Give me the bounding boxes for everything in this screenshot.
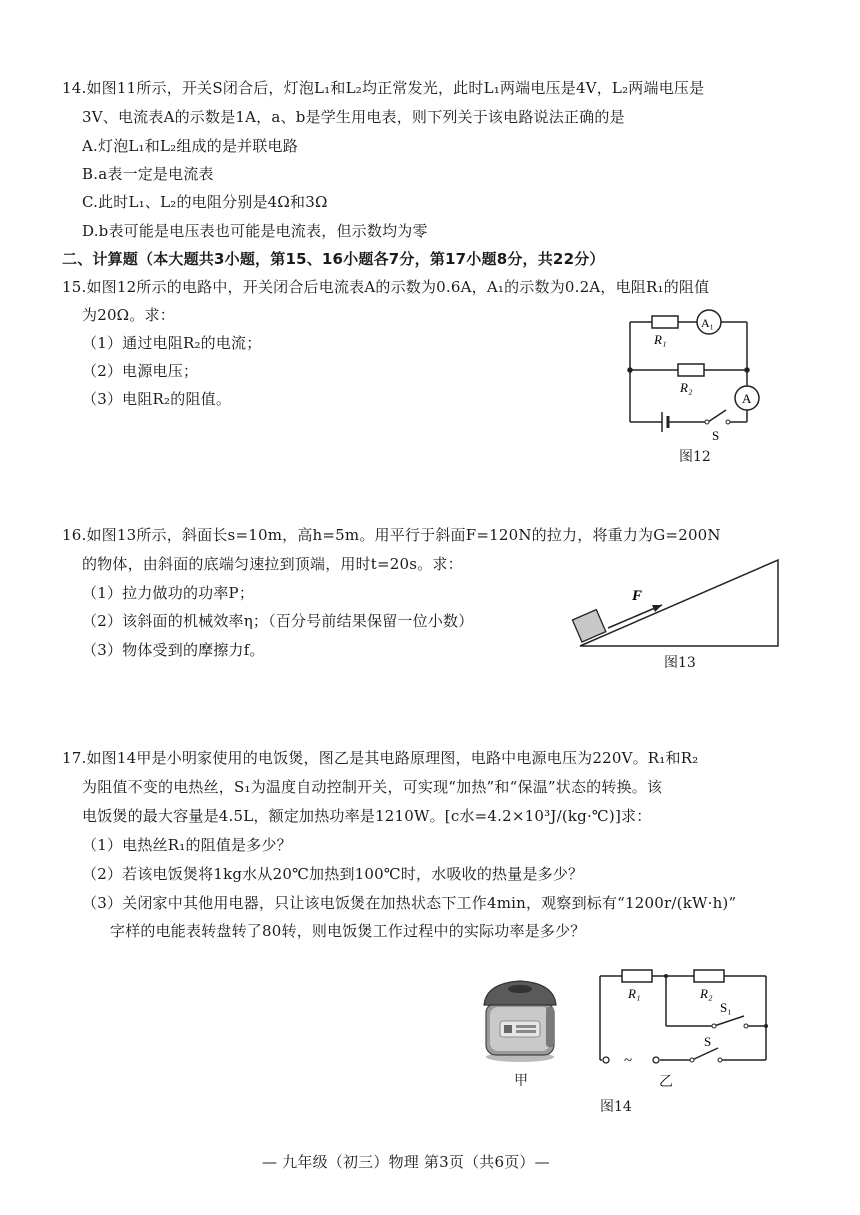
q17-part1: （1）电热丝R₁的阻值是多少？ <box>82 836 292 854</box>
fig12-r2-label: R₂ <box>680 380 693 395</box>
q17-stem-line2: 为阻值不变的电热丝，S₁为温度自动控制开关，可实现“加热”和“保温”状态的转换。该 <box>82 778 663 796</box>
fig14-ac-source-label: ~ <box>624 1053 633 1069</box>
q17-stem-line3: 电饭煲的最大容量是4.5L，额定加热功率是1210W。[c水=4.2×10³J/(kg·℃)]求： <box>82 807 652 825</box>
fig14-r1-label: R₁ <box>628 986 641 1001</box>
q15-stem-line2: 为20Ω。求： <box>82 306 175 324</box>
q15-part2: （2）电源电压； <box>82 362 199 380</box>
q16-stem-line2: 的物体，由斜面的底端匀速拉到顶端，用时t=20s。求： <box>82 555 463 573</box>
q14-option-a: A.灯泡L₁和L₂组成的是并联电路 <box>82 137 298 155</box>
q17-stem-line1: 17.如图14甲是小明家使用的电饭煲，图乙是其电路原理图，电路中电源电压为220V。R₁和R₂ <box>62 749 699 767</box>
fig12-switch-label: S <box>712 428 720 443</box>
figure-14-caption: 图14 <box>600 1099 632 1115</box>
fig12-ammeter-a-label: A <box>742 391 752 406</box>
figure-13-incline <box>570 556 785 652</box>
q16-part1: （1）拉力做功的功率P； <box>82 584 255 602</box>
q14-option-b: B.a表一定是电流表 <box>82 165 214 183</box>
fig14-s1-label: S₁ <box>720 1000 732 1015</box>
rice-cooker-image <box>476 975 566 1065</box>
fig14-s-label: S <box>704 1034 712 1049</box>
q15-part1: （1）通过电阻R₂的电流； <box>82 334 262 352</box>
q14-option-c: C.此时L₁、L₂的电阻分别是4Ω和3Ω <box>82 193 328 211</box>
figure-14-label-jia: 甲 <box>514 1073 528 1089</box>
fig12-r1-label: R₁ <box>654 332 667 347</box>
q15-part3: （3）电阻R₂的阻值。 <box>82 390 232 408</box>
figure-14-circuit <box>580 962 780 1080</box>
figure-13-caption: 图13 <box>664 655 696 671</box>
q14-option-d: D.b表可能是电压表也可能是电流表，但示数均为零 <box>82 222 428 240</box>
q17-part3-cont: 字样的电能表转盘转了80转，则电饭煲工作过程中的实际功率是多少？ <box>110 922 586 940</box>
q15-stem-line1: 15.如图12所示的电路中，开关闭合后电流表A的示数为0.6A，A₁的示数为0.2A，电阻R₁的阻值 <box>62 278 710 296</box>
q17-part2: （2）若该电饭煲将1kg水从20℃加热到100℃时，水吸收的热量是多少？ <box>82 865 584 883</box>
section-heading: 二、计算题（本大题共3小题，第15、16小题各7分，第17小题8分，共22分） <box>62 250 605 268</box>
q16-stem-line1: 16.如图13所示，斜面长s=10m，高h=5m。用平行于斜面F=120N的拉力，将重力为G=200N <box>62 526 721 544</box>
q16-part3: （3）物体受到的摩擦力f。 <box>82 641 265 659</box>
fig13-force-label: F <box>632 588 643 604</box>
fig14-r2-label: R₂ <box>700 986 713 1001</box>
q14-stem-line1: 14.如图11所示，开关S闭合后，灯泡L₁和L₂均正常发光，此时L₁两端电压是4V，L₂两端电压是 <box>62 79 705 97</box>
q14-stem-line2: 3V、电流表A的示数是1A，a、b是学生用电表，则下列关于该电路说法正确的是 <box>82 108 625 126</box>
figure-12-circuit <box>620 306 770 468</box>
q17-part3: （3）关闭家中其他用电器，只让该电饭煲在加热状态下工作4min，观察到标有“1200r/(kW·h)” <box>82 894 737 912</box>
fig12-ammeter-a1-label: A₁ <box>701 316 714 330</box>
figure-12-caption: 图12 <box>679 449 711 465</box>
page-footer: — 九年级（初三）物理 第3页（共6页）— <box>262 1153 550 1171</box>
q16-part2: （2）该斜面的机械效率η；（百分号前结果保留一位小数） <box>82 612 474 630</box>
figure-14-label-yi: 乙 <box>659 1074 673 1090</box>
